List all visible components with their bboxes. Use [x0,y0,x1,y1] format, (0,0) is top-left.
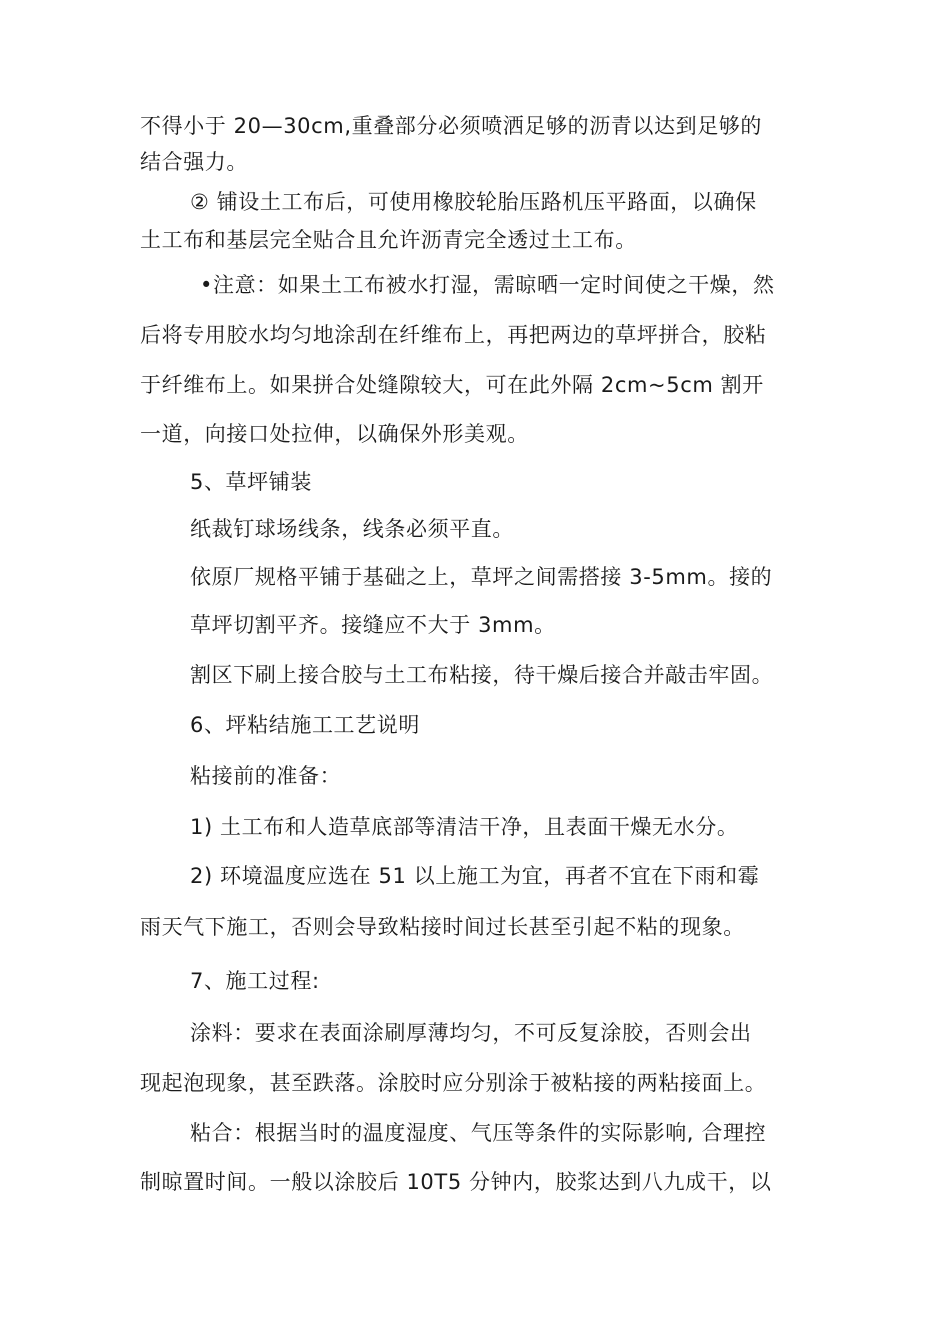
text-line: 纸裁钉球场线条，线条必须平直。 [190,517,514,541]
text-line: 粘接前的准备： [190,764,342,788]
text-line: 涂料：要求在表面涂刷厚薄均匀，不可反复涂胶，否则会出 [190,1021,752,1045]
text-line: 雨天气下施工，否则会导致粘接时间过长甚至引起不粘的现象。 [140,915,745,939]
text-line: 制晾置时间。一般以涂胶后 10T5 分钟内，胶浆达到八九成干，以 [140,1170,772,1194]
text-line: •注意：如果土工布被水打湿，需晾晒一定时间使之干燥，然 [200,273,775,297]
section-heading: 7、施工过程: [190,969,320,993]
text-line: 依原厂规格平铺于基础之上，草坪之间需搭接 3-5mm。接的 [190,565,773,589]
section-heading: 5、草坪铺装 [190,470,312,494]
text-line: 不得小于 20—30cm,重叠部分必须喷洒足够的沥青以达到足够的 [140,114,762,138]
text-line: 粘合：根据当时的温度湿度、气压等条件的实际影响, 合理控 [190,1121,767,1145]
text-line: 后将专用胶水均匀地涂刮在纤维布上，再把两边的草坪拼合，胶粘 [140,323,767,347]
text-line: 土工布和基层完全贴合且允许沥青完全透过土工布。 [140,228,637,252]
text-line: 结合强力。 [140,150,248,174]
list-item: 2) 环境温度应选在 51 以上施工为宜，再者不宜在下雨和霉 [190,864,760,888]
text-line: 割区下刷上接合胶与土工布粘接，待干燥后接合并敲击牢固。 [190,663,774,687]
list-item: 1) 土工布和人造草底部等清洁干净，且表面干燥无水分。 [190,815,739,839]
text-line: ② 铺设土工布后，可使用橡胶轮胎压路机压平路面，以确保 [190,190,757,214]
text-line: 一道，向接口处拉伸，以确保外形美观。 [140,422,529,446]
text-line: 于纤维布上。如果拼合处缝隙较大，可在此外隔 2cm~5cm 割开 [140,373,764,397]
text-line: 现起泡现象，甚至跌落。涂胶时应分别涂于被粘接的两粘接面上。 [140,1071,767,1095]
text-line: 草坪切割平齐。接缝应不大于 3mm。 [190,613,556,637]
section-heading: 6、坪粘结施工工艺说明 [190,713,420,737]
